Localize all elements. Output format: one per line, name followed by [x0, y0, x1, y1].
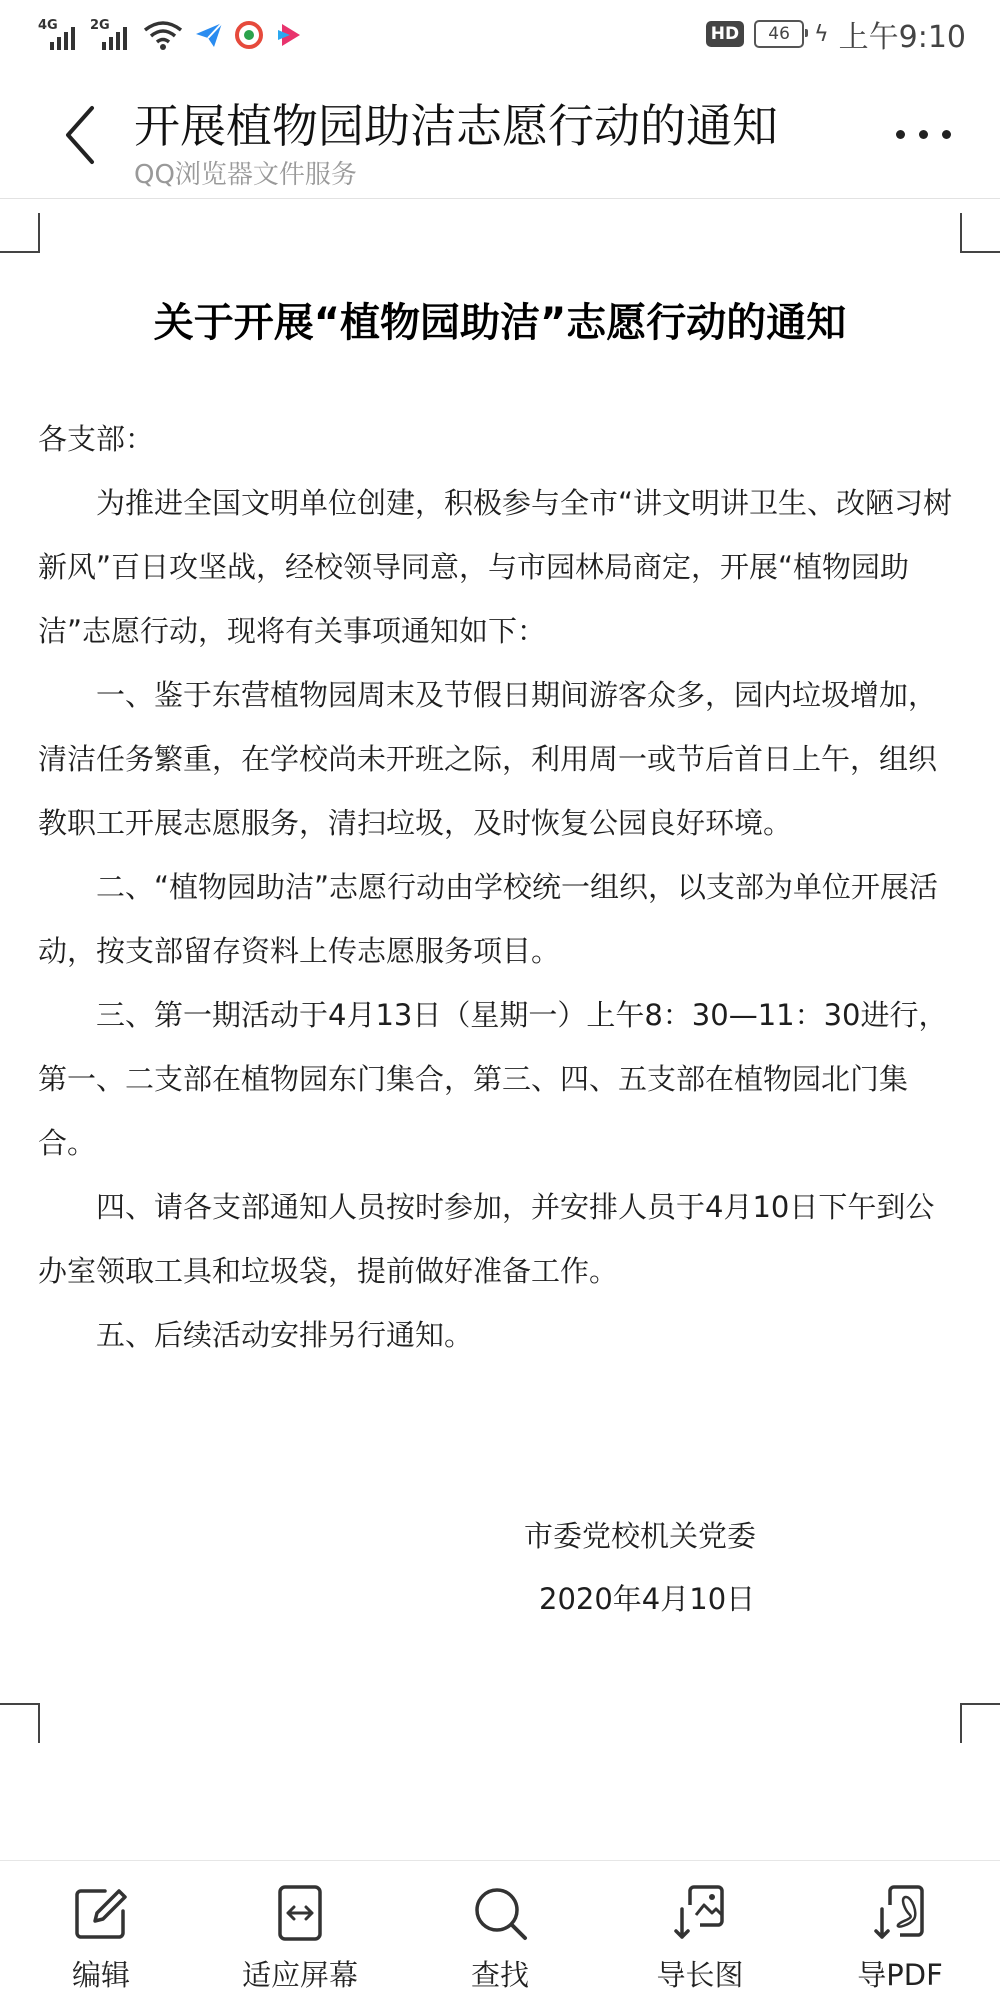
edit-icon	[71, 1883, 131, 1943]
browser-app-icon	[234, 20, 264, 50]
edit-label: 编辑	[71, 1958, 130, 1992]
page-title: 开展植物园助洁志愿行动的通知	[134, 99, 778, 153]
status-icons-left	[38, 14, 304, 50]
more-options-button[interactable]	[896, 124, 956, 144]
paragraph: 三、第一期活动于4月13日（星期一）上午8：30—11：30进行，第一、二支部在植物园东门集合，第三、四、五支部在植物园北门集合。	[38, 998, 948, 1160]
document-page[interactable]	[0, 199, 1000, 1855]
back-button[interactable]	[56, 100, 116, 170]
search-icon	[470, 1883, 530, 1943]
chevron-left-icon	[56, 100, 116, 170]
document-title: 关于开展“植物园助洁”志愿行动的通知	[153, 300, 847, 346]
hd-badge: HD	[706, 21, 744, 47]
paragraph: 四、请各支部通知人员按时参加，并安排人员于4月10日下午到公办室领取工具和垃圾袋，提前做好准备工作。	[38, 1190, 935, 1288]
search-button[interactable]	[420, 1883, 580, 1994]
charging-icon: ϟ	[814, 21, 829, 47]
fit-screen-label: 适应屏幕	[241, 1958, 358, 1992]
cellular-signal-icon	[38, 18, 80, 50]
dot-icon	[896, 130, 905, 139]
paragraph: 一、鉴于东营植物园周末及节假日期间游客众多，园内垃圾增加，清洁任务繁重，在学校尚未开班之际，利用周一或节后首日上午，组织教职工开展志愿服务，清扫垃圾，及时恢复公园良好环境。	[38, 678, 938, 840]
page-corner-mark	[0, 1703, 40, 1743]
status-icons-right	[706, 14, 966, 54]
paragraph: 五、后续活动安排另行通知。	[96, 1318, 474, 1352]
network-type-2: 2G	[90, 18, 110, 33]
page-corner-mark	[960, 213, 1000, 253]
export-long-image-label: 导长图	[656, 1958, 744, 1992]
clock: 上午9:10	[838, 20, 966, 55]
cellular-signal-2-icon	[90, 18, 132, 50]
paragraph: 二、“植物园助洁”志愿行动由学校统一组织，以支部为单位开展活动，按支部留存资料上传志愿服务项目。	[38, 870, 939, 968]
export-pdf-button[interactable]	[820, 1883, 980, 1994]
page-corner-mark	[960, 1703, 1000, 1743]
export-pdf-label: 导PDF	[857, 1958, 943, 1992]
export-long-image-button[interactable]	[620, 1883, 780, 1994]
status-bar	[0, 0, 1000, 68]
network-type-1: 4G	[38, 18, 58, 33]
battery-level: 46	[768, 24, 790, 44]
fit-screen-icon	[270, 1883, 330, 1943]
page-subtitle: QQ浏览器文件服务	[134, 160, 357, 190]
title-bar	[0, 68, 1000, 199]
fit-screen-button[interactable]	[220, 1883, 380, 1994]
wifi-icon	[142, 18, 184, 50]
signature-organization: 市委党校机关党委	[524, 1519, 757, 1553]
dot-icon	[919, 130, 928, 139]
export-pdf-icon	[870, 1883, 930, 1943]
edit-button[interactable]	[21, 1883, 181, 1994]
export-long-image-icon	[670, 1883, 730, 1943]
paragraph: 为推进全国文明单位创建，积极参与全市“讲文明讲卫生、改陋习树新风”百日攻坚战，经校领导同意，与市园林局商定，开展“植物园助洁”志愿行动，现将有关事项通知如下：	[38, 486, 953, 648]
battery-icon	[754, 20, 804, 48]
page-corner-mark	[0, 213, 40, 253]
youku-app-icon	[274, 20, 304, 50]
signature-date: 2020年4月10日	[539, 1582, 756, 1616]
send-app-icon	[194, 20, 224, 50]
dot-icon	[942, 130, 951, 139]
bottom-toolbar	[0, 1860, 1000, 2001]
search-label: 查找	[470, 1958, 529, 1992]
document-body	[38, 407, 962, 1367]
salutation: 各支部：	[38, 422, 155, 456]
